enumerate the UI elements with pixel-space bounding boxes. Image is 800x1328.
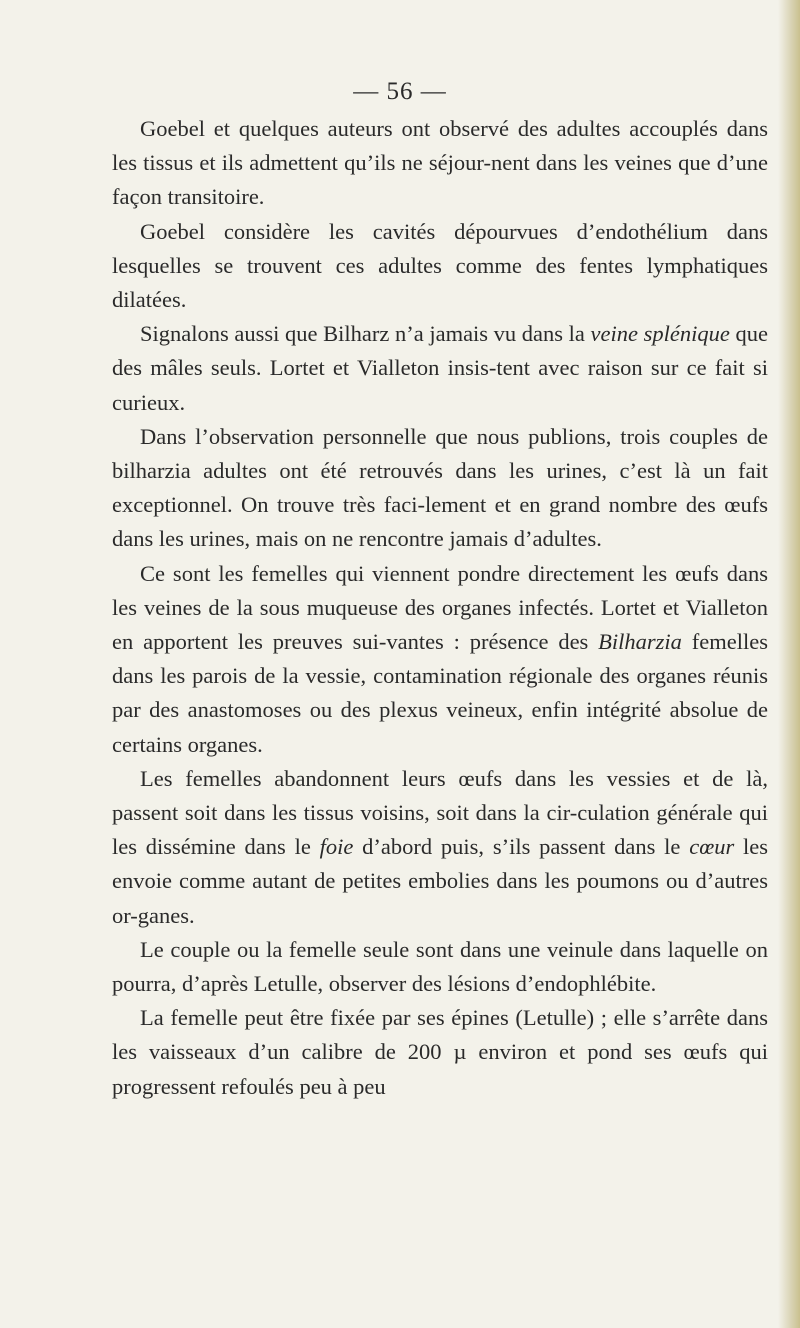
italic-term-bilharzia: Bilharzia	[598, 629, 682, 655]
page-number: — 56 —	[353, 78, 447, 105]
paragraph-6-text-b: d’abord puis, s’ils passent dans le	[353, 834, 690, 860]
paragraph-5-text-b: femelles dans les parois de la vessie, contamination régionale des organes réunis par des anastomoses ou des plexus veineux, enfin intégrité absolue de certains organes.	[112, 629, 769, 757]
italic-term-coeur: cœur	[689, 834, 735, 860]
body-text	[112, 112, 768, 1104]
paragraph-3-text-b: que des mâles seuls. Lortet et Vialleton insis-tent avec raison sur ce fait si curieux.	[112, 321, 768, 415]
paragraph-6-text-c: les envoie comme autant de petites embolies dans les poumons ou d’autres or-ganes.	[112, 834, 768, 928]
paragraph-2: Goebel considère les cavités dépourvues d’endothélium dans lesquelles se trouvent ces adultes comme des fentes lymphatiques dilatées.	[112, 218, 768, 313]
paragraph-7: Le couple ou la femelle seule sont dans une veinule dans laquelle on pourra, d’après Letulle, observer des lésions d’endophlébite.	[112, 936, 768, 997]
italic-term-foie: foie	[319, 834, 354, 860]
paragraph-6-text-a: Les femelles abandonnent leurs œufs dans les vessies et de là, passent soit dans les tissus voisins, soit dans la cir-culation générale qui les dissémine dans le	[112, 765, 768, 860]
paragraph-3	[112, 317, 768, 420]
italic-term-veine-splenique: veine splénique	[590, 321, 730, 347]
paragraph-6	[112, 762, 768, 933]
paragraph-8: La femelle peut être fixée par ses épines (Letulle) ; elle s’arrête dans les vaisseaux d’un calibre de 200 µ environ et pond ses œufs qui progressent refoulés peu à peu	[112, 1005, 768, 1099]
page-edge-shadow	[778, 0, 800, 1328]
paragraph-3-text-a: Signalons aussi que Bilharz n’a jamais vu dans la	[140, 321, 591, 347]
paragraph-1: Goebel et quelques auteurs ont observé des adultes accouplés dans les tissus et ils admettent qu’ils ne séjour-nent dans les veines que d’une façon transitoire.	[112, 116, 768, 210]
paragraph-5	[112, 557, 768, 762]
paragraph-4: Dans l’observation personnelle que nous publions, trois couples de bilharzia adultes ont été retrouvés dans les urines, c’est là un fait exceptionnel. On trouve très faci-lement et en grand nombre des œufs dans les urines, mais on ne rencontre jamais d’adultes.	[112, 423, 768, 552]
paragraph-5-text-a: Ce sont les femelles qui viennent pondre directement les œufs dans les veines de la sous muqueuse des organes infectés. Lortet et Vialleton en apportent les preuves sui-vantes : présence des	[112, 560, 768, 655]
